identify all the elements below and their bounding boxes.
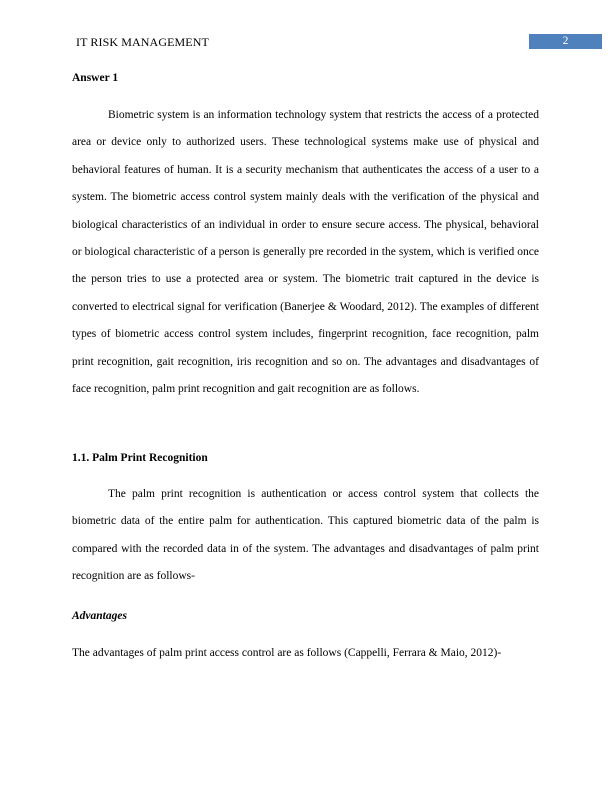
- advantages-paragraph: The advantages of palm print access control are as follows (Cappelli, Ferrara & Maio, 2012)-: [72, 647, 502, 659]
- palm-print-paragraph: The palm print recognition is authentication or access control system that collects the biometric data of the entire palm for authentication. This captured biometric data of the palm is compared with the recorded data in of the system. The advantages and disadvantages of palm print recognition are as follows-: [72, 488, 539, 583]
- palm-print-heading: 1.1. Palm Print Recognition: [72, 452, 208, 464]
- advantages-heading: Advantages: [72, 610, 127, 622]
- running-head: IT RISK MANAGEMENT: [76, 35, 209, 49]
- intro-paragraph: Biometric system is an information technology system that restricts the access of a protected area or device only to authorized users. These technological systems make use of physical and behavioral features of human. It is a security mechanism that authenticates the access of a user to a system. The biometric access control system mainly deals with the verification of the physical and biological characteristics of an individual in order to ensure secure access. The physical, behavioral or biological characteristic of a person is generally pre recorded in the system, which is verified once the person tries to use a protected area or system. The biometric trait captured in the device is converted to electrical signal for verification (Banerjee & Woodard, 2012). The examples of different types of biometric access control system includes, fingerprint recognition, face recognition, palm print recognition, gait recognition, iris recognition and so on. The advantages and disadvantages of face recognition, palm print recognition and gait recognition are as follows.: [72, 109, 539, 396]
- answer-heading: Answer 1: [72, 72, 119, 84]
- page-number: 2: [529, 34, 602, 49]
